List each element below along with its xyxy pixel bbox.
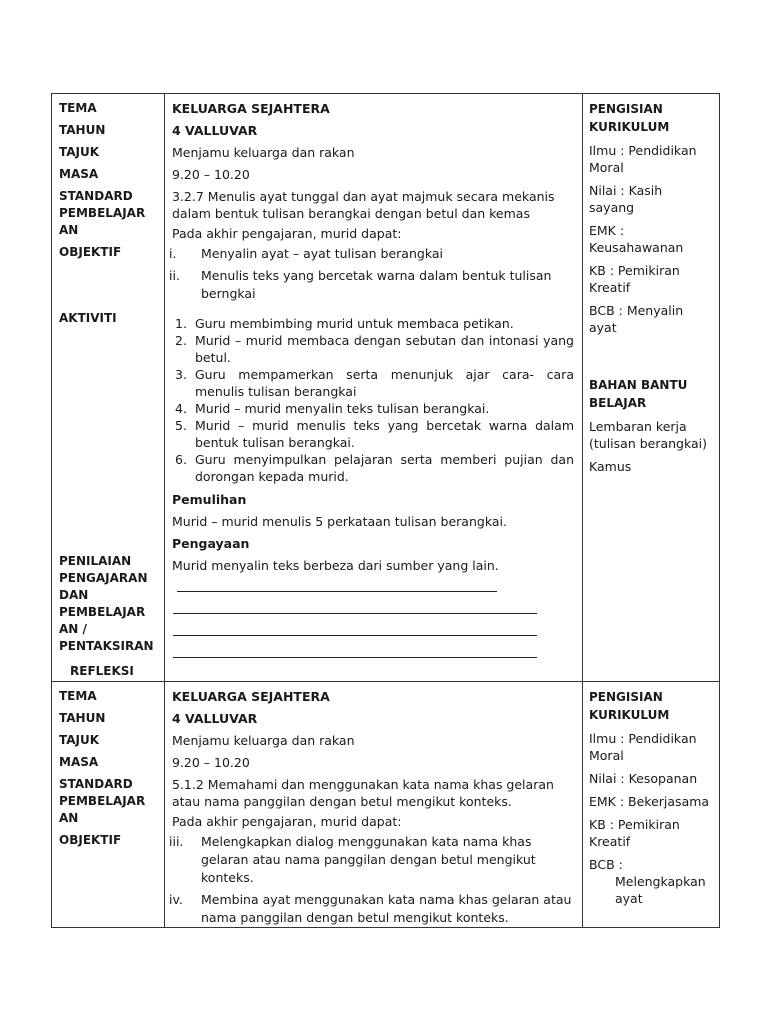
- side-emk: EMK : Keusahawanan: [589, 223, 684, 255]
- blank-line: [173, 596, 537, 614]
- label-standard: STANDARD PEMBELAJAR AN: [59, 189, 146, 237]
- value-tema: KELUARGA SEJAHTERA: [172, 689, 330, 704]
- objektif-num: iv.: [169, 892, 183, 907]
- aktiviti-item: [165, 417, 582, 451]
- label-penilaian: PENILAIAN PENGAJARAN DAN PEMBELAJAR AN / PENTAKSIRAN: [59, 554, 154, 653]
- label-objektif: OBJEKTIF: [59, 833, 122, 847]
- value-masa: 9.20 – 10.20: [172, 755, 250, 770]
- label-tahun: TAHUN: [59, 123, 106, 137]
- value-masa: 9.20 – 10.20: [172, 167, 250, 182]
- aktiviti-item: [165, 332, 582, 366]
- label-tema: TEMA: [59, 101, 97, 115]
- aktiviti-num: 2.: [175, 333, 187, 348]
- objektif-item: [165, 891, 582, 927]
- side-bcb-value: Melengkapkan ayat: [615, 874, 706, 906]
- side-nilai: Nilai : Kasih sayang: [589, 183, 663, 215]
- side-ilmu: Ilmu : Pendidikan Moral: [589, 143, 697, 175]
- aktiviti-text: Guru menyimpulkan pelajaran serta memberi pujian dan dorongan kepada murid.: [195, 452, 574, 484]
- label-aktiviti: AKTIVITI: [59, 311, 117, 325]
- aktiviti-num: 1.: [175, 316, 187, 331]
- aktiviti-num: 4.: [175, 401, 187, 416]
- side-kb: KB : Pemikiran Kreatif: [589, 817, 680, 849]
- value-standard: 5.1.2 Memahami dan menggunakan kata nama khas gelaran atau nama panggilan dengan betul mengikut konteks.: [172, 777, 554, 809]
- side-column-2: [583, 682, 720, 928]
- side-column-1: [583, 94, 720, 682]
- aktiviti-num: 5.: [175, 418, 187, 433]
- side-ilmu: Ilmu : Pendidikan Moral: [589, 731, 697, 763]
- pengisian-kurikulum-title: PENGISIAN KURIKULUM: [589, 690, 670, 722]
- label-tajuk: TAJUK: [59, 145, 100, 159]
- aktiviti-item: [165, 315, 582, 332]
- side-nilai: Nilai : Kesopanan: [589, 771, 698, 786]
- pengayaan-title: Pengayaan: [172, 536, 250, 551]
- objektif-item: [165, 267, 582, 303]
- blank-line: [173, 640, 537, 658]
- objektif-num: i.: [169, 246, 177, 261]
- aktiviti-text: Murid – murid membaca dengan sebutan dan intonasi yang betul.: [195, 333, 574, 365]
- blank-line: [173, 618, 537, 636]
- pengisian-kurikulum-title: PENGISIAN KURIKULUM: [589, 102, 670, 134]
- objektif-text: Melengkapkan dialog menggunakan kata nama khas gelaran atau nama panggilan dengan betul mengikut konteks.: [201, 834, 536, 885]
- aktiviti-item: [165, 366, 582, 400]
- objektif-num: iii.: [169, 834, 184, 849]
- lesson-plan-page: [51, 93, 718, 928]
- value-standard: 3.2.7 Menulis ayat tunggal dan ayat majmuk secara mekanis dalam bentuk tulisan berangkai dengan betul dan kemas: [172, 189, 555, 221]
- label-masa: MASA: [59, 755, 99, 769]
- lesson-plan-table: [51, 93, 720, 928]
- aktiviti-text: Guru mempamerkan serta menunjuk ajar cara- cara menulis tulisan berangkai: [195, 367, 574, 399]
- label-standard: STANDARD PEMBELAJAR AN: [59, 777, 146, 825]
- value-tajuk: Menjamu keluarga dan rakan: [172, 145, 355, 160]
- label-tahun: TAHUN: [59, 711, 106, 725]
- content-column-1: [165, 94, 583, 682]
- aktiviti-num: 3.: [175, 367, 187, 382]
- label-objektif: OBJEKTIF: [59, 245, 122, 259]
- label-refleksi: REFLEKSI: [70, 664, 134, 678]
- bahan-item: Kamus: [589, 459, 632, 474]
- lesson-block-2: [52, 682, 720, 928]
- objektif-intro: Pada akhir pengajaran, murid dapat:: [172, 814, 402, 829]
- aktiviti-text: Guru membimbing murid untuk membaca petikan.: [195, 316, 514, 331]
- objektif-num: ii.: [169, 268, 180, 283]
- label-masa: MASA: [59, 167, 99, 181]
- bahan-bantu-title: BAHAN BANTU BELAJAR: [589, 378, 688, 410]
- side-bcb-label: BCB :: [589, 857, 623, 872]
- objektif-intro: Pada akhir pengajaran, murid dapat:: [172, 226, 402, 241]
- objektif-item: [165, 833, 582, 887]
- aktiviti-item: [165, 400, 582, 417]
- value-tema: KELUARGA SEJAHTERA: [172, 101, 330, 116]
- aktiviti-num: 6.: [175, 452, 187, 467]
- lesson-block-1: [52, 94, 720, 682]
- label-tajuk: TAJUK: [59, 733, 100, 747]
- blank-line: [177, 574, 497, 592]
- aktiviti-item: [165, 451, 582, 485]
- side-emk: EMK : Bekerjasama: [589, 794, 710, 809]
- pemulihan-text: Murid – murid menulis 5 perkataan tulisan berangkai.: [172, 514, 507, 529]
- objektif-item: [165, 245, 582, 263]
- aktiviti-text: Murid – murid menulis teks yang bercetak warna dalam bentuk tulisan berangkai.: [195, 418, 574, 450]
- objektif-text: Menyalin ayat – ayat tulisan berangkai: [201, 246, 443, 261]
- objektif-text: Menulis teks yang bercetak warna dalam bentuk tulisan berngkai: [201, 268, 552, 301]
- pemulihan-title: Pemulihan: [172, 492, 247, 507]
- label-tema: TEMA: [59, 689, 97, 703]
- label-column-1: [52, 94, 165, 682]
- value-tajuk: Menjamu keluarga dan rakan: [172, 733, 355, 748]
- label-column-2: [52, 682, 165, 928]
- aktiviti-text: Murid – murid menyalin teks tulisan berangkai.: [195, 401, 490, 416]
- bahan-item: Lembaran kerja (tulisan berangkai): [589, 419, 708, 451]
- content-column-2: [165, 682, 583, 928]
- objektif-text: Membina ayat menggunakan kata nama khas gelaran atau nama panggilan dengan betul mengikut konteks.: [201, 892, 572, 925]
- value-tahun: 4 VALLUVAR: [172, 711, 258, 726]
- side-bcb: BCB : Menyalin ayat: [589, 303, 684, 335]
- side-kb: KB : Pemikiran Kreatif: [589, 263, 680, 295]
- value-tahun: 4 VALLUVAR: [172, 123, 258, 138]
- pengayaan-text: Murid menyalin teks berbeza dari sumber yang lain.: [172, 558, 499, 573]
